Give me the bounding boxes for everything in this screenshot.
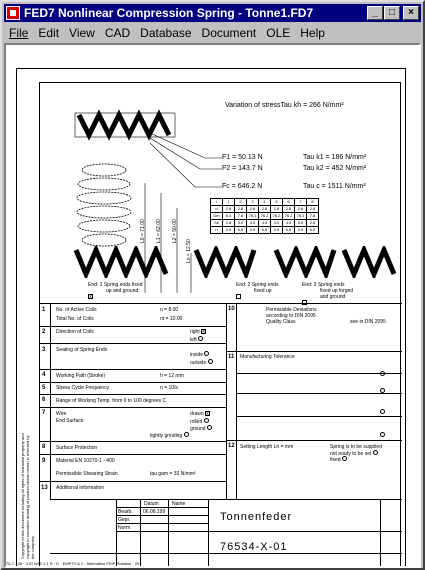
length-l0: L0 = 71.00 [140, 219, 146, 243]
end-label-3: End: 3 Spring ends fixed up forged and ground [302, 282, 353, 307]
frequency-value[interactable]: n = 10/s [160, 385, 178, 391]
seating-inside[interactable]: inside [190, 351, 209, 358]
drawing-number[interactable]: 76534-X-01 [220, 541, 288, 553]
menu-view[interactable]: View [69, 26, 95, 40]
section-5-number: 5 [42, 385, 46, 391]
section-3-number: 3 [42, 347, 46, 353]
wire-rolled[interactable]: rolled [190, 418, 209, 425]
end-1-checkbox[interactable]: x [89, 294, 92, 300]
window-title: FED7 Nonlinear Compression Spring - Tonne1.FD7 [24, 6, 314, 20]
coil-table: i 1 2 3 4 5 6 7 8 d 2.8 2.8 2.8 2.8 2.8 2.8 2.8 2.8 Dm 8.4 7.6 76.1 76.2 76.2 76.2 76.1 7.8 Sk 2.8 3.0 4.0 4.0 4.0 4.0 3.0 2.8 n 0.5 0.5 0.5 0.5 0.5 0.5 0.5 0.5 [210, 198, 319, 234]
material-label[interactable]: Material EN 10270-1 - 400 [56, 458, 115, 464]
tau-c: Tau c = 1511 N/mm² [303, 183, 366, 190]
coil-direction-right[interactable]: right x [190, 329, 205, 335]
app-icon[interactable] [6, 6, 20, 20]
menu-database[interactable]: Database [140, 26, 192, 40]
section-8-number: 8 [42, 444, 46, 450]
deviations-din: according to DIN 2095 [266, 313, 316, 319]
see-din-label: see in DIN 2095 [350, 319, 386, 325]
length-l2: L2 = 50.00 [172, 219, 178, 243]
menu-help[interactable]: Help [300, 26, 325, 40]
tb-date-value[interactable]: 06.06.199 [143, 509, 166, 515]
menu-file[interactable]: File [9, 26, 29, 40]
maximize-button[interactable]: □ [384, 6, 400, 20]
active-coils-value[interactable]: n = 8.00 [160, 307, 179, 313]
section-7-number: 7 [42, 410, 46, 416]
menu-document[interactable]: Document [201, 26, 257, 40]
spring-compressed-1 [68, 246, 178, 278]
length-l1: L1 = 62.00 [156, 219, 162, 243]
end-label-1: End: 1 Spring ends fixed up and ground x [88, 282, 143, 300]
drawing-canvas[interactable] [4, 43, 421, 568]
section-10-number: 10 [228, 306, 235, 312]
tolerance-option-3[interactable] [380, 409, 385, 414]
section-2-number: 2 [42, 329, 46, 335]
deviations-label: Permissible Deviations [266, 307, 317, 313]
menu-ole[interactable]: OLE [266, 26, 291, 40]
seating-label: Seating of Spring Ends [56, 347, 108, 353]
supply-label: Spring is to be supplied [330, 444, 382, 450]
force-f1: F1 = 50.13 N [222, 154, 263, 161]
close-button[interactable]: × [403, 6, 419, 20]
tb-drawn-label: Bearb. [118, 509, 133, 515]
section-4-number: 4 [42, 372, 46, 378]
section-11-number: 11 [228, 354, 235, 360]
force-f2: F2 = 143.7 N [222, 165, 263, 172]
end-label-2: End: 2 Spring ends fixed up [236, 282, 279, 301]
section-9-number: 9 [42, 458, 46, 464]
end-surface-ground[interactable]: ground [190, 425, 212, 432]
tau-k1: Tau k1 = 186 N/mm² [303, 154, 367, 161]
total-coils-value[interactable]: nt = 10.00 [160, 316, 183, 322]
fixed-option[interactable]: fixed [330, 456, 347, 463]
not-set-option[interactable]: not ready to be set [330, 450, 378, 457]
section-12-number: 12 [228, 443, 235, 449]
end-surface-tight[interactable]: tightly grinding [150, 432, 189, 439]
surface-protection-label: Surface Protection [56, 445, 98, 451]
section-6-number: 6 [42, 397, 46, 403]
menu-bar [4, 24, 421, 42]
variation-label: Variation of stressTau kh = 266 N/mm² [225, 102, 344, 109]
temperature-label: Range of Working Temp. from 0 to 100 degrees C [56, 398, 167, 404]
drawing-status-line: 76-7-106 · 3 IG N/W 1 1 R · D · EMPTY A 1 · Alternative FEIP Rotation · 207 [6, 561, 142, 566]
tb-checked-label: Gepr. [118, 517, 131, 523]
tb-name-header: Name [172, 501, 186, 507]
tolerance-option-2[interactable] [380, 388, 385, 393]
wire-label: Wire [56, 411, 67, 417]
spring-compressed-3 [270, 246, 340, 278]
title-bar[interactable] [4, 4, 421, 22]
tolerance-option-4[interactable] [380, 432, 385, 437]
tb-date-header: Datum [144, 501, 159, 507]
copyright-note: Copyright of this document including all rights of industrial property and copyright in execution drawing of product shown herein is reserved by the company. [20, 433, 35, 559]
tau-k2: Tau k2 = 452 N/mm² [303, 165, 367, 172]
minimize-button[interactable]: _ [367, 6, 383, 20]
menu-edit[interactable]: Edit [38, 26, 60, 40]
tb-norm-label: Norm [118, 525, 131, 531]
section-1-number: 1 [42, 307, 46, 313]
spring-compressed-4 [340, 246, 402, 278]
wire-drawn[interactable]: drawn x [190, 411, 209, 417]
shear-value[interactable]: tau gam = 33 N/mm² [150, 471, 196, 477]
tolerance-label: Manufacturing Tolerance [240, 354, 295, 360]
length-ln: Ln = 12.50 [186, 239, 192, 263]
stroke-value[interactable]: h = 12 mm [160, 373, 184, 379]
drawing-sheet [39, 82, 401, 568]
end-surface-label: End Surface [56, 418, 84, 424]
frequency-label: Stress Cycle Frequency [56, 385, 110, 391]
active-coils-label: No. of Active Coils [56, 307, 97, 313]
seating-outside[interactable]: outside [190, 359, 213, 366]
spring-side-view [74, 160, 134, 300]
additional-info-label: Additional information [56, 485, 105, 491]
spring-compressed-2 [190, 246, 260, 278]
shear-label: Permissible Shearing Strain [56, 471, 118, 477]
section-13-number: 13 [41, 485, 48, 491]
total-coils-label: Total No. of Coils [56, 316, 94, 322]
end-2-checkbox[interactable] [236, 294, 241, 299]
stroke-label: Working Path (Stroke) [56, 373, 106, 379]
menu-cad[interactable]: CAD [104, 26, 131, 40]
coil-direction-left[interactable]: left [190, 336, 203, 343]
drawing-title[interactable]: Tonnenfeder [220, 511, 293, 523]
tolerance-option-1[interactable] [380, 371, 385, 376]
setting-length-label[interactable]: Setting Length Ln = mm [240, 444, 294, 450]
force-fc: Fc = 646.2 N [222, 183, 263, 190]
coil-direction-label: Direction of Coils [56, 329, 94, 335]
quality-class-label[interactable]: Quality Class [266, 319, 296, 325]
